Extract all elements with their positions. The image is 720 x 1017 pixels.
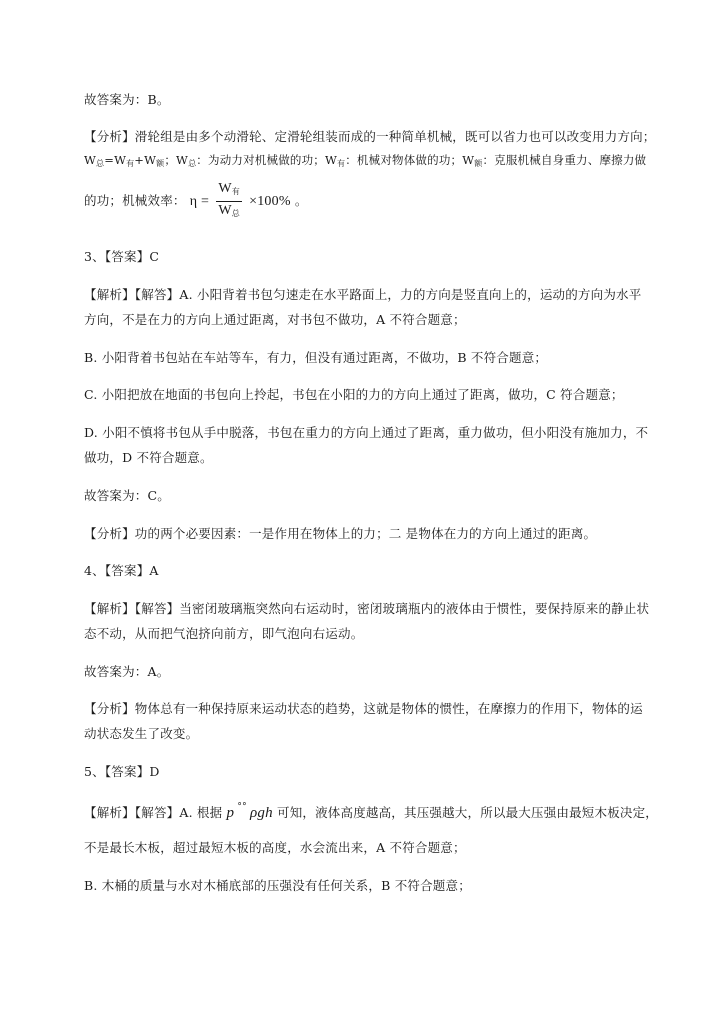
- text-seg: 的功；机械效率：: [84, 193, 186, 208]
- text-seg: 【解析】【解答】A. 根据: [84, 805, 223, 820]
- q3-option-d-line-1: D. 小阳不慎将书包从手中脱落，书包在重力的方向上通过了距离，重力做功，但小阳没有施加力，不: [84, 425, 649, 440]
- w-symbol: W: [218, 203, 232, 218]
- question-3-answer: 3、【答案】C: [84, 249, 160, 264]
- q4-final-answer: 故答案为：A。: [84, 664, 170, 679]
- text-seg: ：机械对物体做的功；W: [345, 153, 475, 167]
- efficiency-formula-line: [84, 180, 308, 223]
- q4-analysis-line-1: 【分析】物体总有一种保持原来运动状态的趋势，这就是物体的惯性，在摩擦力的作用下，物体的运: [84, 701, 643, 716]
- text-seg: ；W: [164, 153, 189, 167]
- fraction-denominator: [216, 202, 242, 223]
- subscript: 总: [188, 159, 197, 168]
- q3-explain-line-2: 方向，不是在力的方向上通过距离，对书包不做功，A 不符合题意；: [84, 312, 466, 327]
- subscript: 总: [96, 159, 105, 168]
- q5-explain-line-1: [84, 802, 658, 822]
- percent-factor: ×100%: [249, 194, 291, 209]
- question-4-answer: 4、【答案】A: [84, 563, 159, 578]
- text-seg: ：克服机械自身重力、摩擦力做: [482, 153, 647, 167]
- text-seg: ：为动力对机械做的功；W: [196, 153, 338, 167]
- q5-explain-line-2: 不是最长木板，超过最短木板的高度，水会流出来，A 不符合题意；: [84, 840, 466, 855]
- pressure-symbol: p: [226, 805, 235, 821]
- q4-explain-line-1: 【解析】【解答】当密闭玻璃瓶突然向右运动时，密闭玻璃瓶内的液体由于惯性，要保持原来的静止状: [84, 601, 650, 616]
- formula-dots: °°: [237, 802, 247, 812]
- subscript: 有: [126, 159, 135, 168]
- w-symbol: W: [84, 153, 97, 167]
- formula-rho-g-h: ρgh: [250, 805, 273, 821]
- eta-symbol: η =: [189, 194, 210, 209]
- efficiency-fraction: [216, 180, 242, 223]
- subscript: 有: [231, 187, 240, 196]
- subscript: 额: [156, 159, 165, 168]
- q3-explain-line-1: 【解析】【解答】A. 小阳背着书包匀速走在水平路面上，力的方向是竖直向上的，运动的方向为水平: [84, 287, 642, 302]
- subscript: 额: [474, 159, 483, 168]
- text-seg: =W: [104, 153, 127, 167]
- question-5-answer: 5、【答案】D: [84, 764, 160, 779]
- w-symbol: W: [218, 181, 232, 196]
- fraction-numerator: [216, 180, 242, 202]
- q5-option-b: B. 木桶的质量与水对木桶底部的压强没有任何关系，B 不符合题意；: [84, 878, 471, 893]
- q3-option-d-line-2: 做功，D 不符合题意。: [84, 450, 213, 465]
- subscript: 有: [337, 159, 346, 168]
- subscript: 总: [231, 209, 240, 218]
- text-seg: 。: [294, 193, 308, 208]
- answer-line-2: 故答案为：B。: [84, 92, 170, 107]
- analysis-line-2b: [84, 152, 646, 169]
- text-seg: 可知，液体高度越高，其压强越大，所以最大压强由最短木板决定，: [277, 805, 659, 820]
- q3-analysis: 【分析】功的两个必要因素：一是作用在物体上的力；二 是物体在力的方向上通过的距离。: [84, 526, 597, 541]
- q3-option-c: C. 小阳把放在地面的书包向上拎起，书包在小阳的力的方向上通过了距离，做功，C 符合题意；: [84, 387, 624, 402]
- analysis-line-2a: 【分析】滑轮组是由多个动滑轮、定滑轮组装而成的一种简单机械，既可以省力也可以改变用力方向；: [84, 129, 656, 144]
- q3-option-b: B. 小阳背着书包站在车站等车，有力，但没有通过距离，不做功，B 不符合题意；: [84, 350, 548, 365]
- text-seg: +W: [134, 153, 157, 167]
- q4-explain-line-2: 态不动，从而把气泡挤向前方，即气泡向右运动。: [84, 626, 364, 641]
- q4-analysis-line-2: 动状态发生了改变。: [84, 726, 199, 741]
- q3-final-answer: 故答案为：C。: [84, 488, 170, 503]
